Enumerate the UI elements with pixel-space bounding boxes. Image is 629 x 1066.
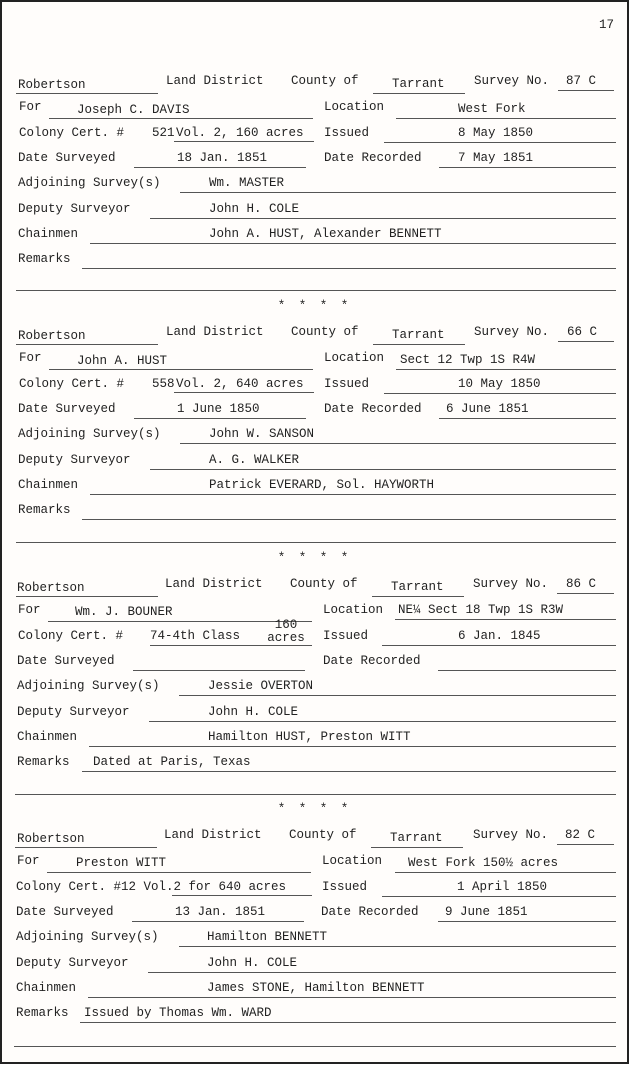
date-recorded-value: 9 June 1851: [445, 905, 528, 919]
survey-record: [2, 577, 627, 815]
adjoining-label: Adjoining Survey(s): [18, 427, 161, 441]
chainmen-row: [2, 730, 627, 750]
chainmen-label: Chainmen: [18, 227, 79, 241]
county-value: Tarrant: [391, 580, 444, 594]
survey-no-label: Survey No.: [473, 577, 549, 591]
deputy-value: John H. COLE: [208, 705, 299, 719]
remarks-row: [2, 252, 627, 272]
colony-row: [2, 880, 627, 900]
colony-cert-num: 74-4th Class: [150, 629, 241, 643]
remarks-label: Remarks: [17, 755, 70, 769]
colony-row: [2, 377, 627, 397]
survey-no-value: 87 C: [566, 74, 597, 88]
for-value: Joseph C. DAVIS: [77, 103, 190, 117]
survey-record: [2, 828, 627, 1066]
for-label: For: [17, 854, 40, 868]
record-bottom-line: [15, 794, 616, 795]
remarks-row: [2, 503, 627, 523]
separator: * * * *: [277, 802, 352, 816]
county-label: County of: [289, 828, 357, 842]
remarks-label: Remarks: [16, 1006, 69, 1020]
adjoining-row: [2, 679, 627, 699]
record-bottom-line: [16, 542, 616, 543]
location-value: West Fork 150½ acres: [408, 856, 559, 870]
land-district-label: Land District: [166, 325, 264, 339]
county-label: County of: [291, 74, 359, 88]
issued-value: 10 May 1850: [458, 377, 541, 391]
record-bottom-line: [16, 290, 616, 291]
deputy-row: [2, 453, 627, 473]
issued-value: 8 May 1850: [458, 126, 534, 140]
colony-cert-full: Colony Cert. #12 Vol.2 for 640 acres: [16, 880, 287, 894]
deputy-row: [2, 705, 627, 725]
page-number: 17: [599, 18, 615, 32]
land-district-value: Robertson: [18, 78, 86, 92]
date-recorded-label: Date Recorded: [324, 151, 422, 165]
for-row: [2, 351, 627, 371]
land-district-value: Robertson: [17, 832, 85, 846]
deputy-label: Deputy Surveyor: [17, 705, 130, 719]
date-surveyed-value: 1 June 1850: [177, 402, 260, 416]
dates-row: [2, 654, 627, 674]
dates-row: [2, 402, 627, 422]
colony-cert-label: Colony Cert. #: [19, 126, 125, 140]
survey-record: [2, 325, 627, 563]
location-value: NE¼ Sect 18 Twp 1S R3W: [398, 603, 564, 617]
survey-no-value: 82 C: [565, 828, 596, 842]
date-surveyed-label: Date Surveyed: [17, 654, 115, 668]
for-value: John A. HUST: [77, 354, 168, 368]
county-label: County of: [291, 325, 359, 339]
for-label: For: [19, 100, 42, 114]
date-surveyed-label: Date Surveyed: [16, 905, 114, 919]
deputy-value: John H. COLE: [209, 202, 300, 216]
adjoining-label: Adjoining Survey(s): [17, 679, 160, 693]
location-label: Location: [324, 351, 385, 365]
chainmen-label: Chainmen: [16, 981, 77, 995]
adjoining-row: [2, 930, 627, 950]
chainmen-row: [2, 981, 627, 1001]
location-value: Sect 12 Twp 1S R4W: [400, 353, 536, 367]
acres-unit: acres: [267, 631, 305, 645]
survey-no-value: 66 C: [567, 325, 598, 339]
remarks-row: [2, 1006, 627, 1026]
county-value: Tarrant: [392, 328, 445, 342]
date-recorded-value: 7 May 1851: [458, 151, 534, 165]
header-row: [2, 74, 627, 94]
remarks-label: Remarks: [18, 252, 71, 266]
dates-row: [2, 151, 627, 171]
adjoining-row: [2, 427, 627, 447]
adjoining-label: Adjoining Survey(s): [18, 176, 161, 190]
for-value: Preston WITT: [76, 856, 167, 870]
header-row: [2, 325, 627, 345]
chainmen-value: Hamilton HUST, Preston WITT: [208, 730, 411, 744]
land-district-label: Land District: [165, 577, 263, 591]
separator: * * * *: [277, 551, 352, 565]
survey-record: [2, 74, 627, 312]
county-value: Tarrant: [390, 831, 443, 845]
adjoining-label: Adjoining Survey(s): [16, 930, 159, 944]
for-row: [2, 854, 627, 874]
issued-label: Issued: [323, 629, 369, 643]
adjoining-row: [2, 176, 627, 196]
issued-label: Issued: [324, 377, 370, 391]
chainmen-row: [2, 227, 627, 247]
acres-number: 160: [274, 618, 298, 632]
chainmen-label: Chainmen: [18, 478, 79, 492]
dates-row: [2, 905, 627, 925]
deputy-label: Deputy Surveyor: [18, 453, 131, 467]
date-surveyed-label: Date Surveyed: [18, 151, 116, 165]
location-label: Location: [322, 854, 383, 868]
remarks-value: Dated at Paris, Texas: [93, 755, 251, 769]
land-district-label: Land District: [166, 74, 264, 88]
header-row: [2, 828, 627, 848]
remarks-row: [2, 755, 627, 775]
location-value: West Fork: [458, 102, 526, 116]
deputy-value: A. G. WALKER: [209, 453, 300, 467]
survey-no-label: Survey No.: [474, 74, 550, 88]
for-label: For: [19, 351, 42, 365]
for-row: [2, 100, 627, 120]
survey-no-value: 86 C: [566, 577, 597, 591]
for-value: Wm. J. BOUNER: [75, 605, 173, 619]
location-label: Location: [324, 100, 385, 114]
county-label: County of: [290, 577, 358, 591]
colony-row: [2, 618, 627, 649]
adjoining-value: Jessie OVERTON: [208, 679, 314, 693]
county-value: Tarrant: [392, 77, 445, 91]
deputy-value: John H. COLE: [207, 956, 298, 970]
chainmen-label: Chainmen: [17, 730, 78, 744]
deputy-row: [2, 202, 627, 222]
for-row: [2, 603, 627, 623]
land-district-label: Land District: [164, 828, 262, 842]
date-recorded-label: Date Recorded: [324, 402, 422, 416]
record-bottom-line: [14, 1046, 616, 1047]
issued-label: Issued: [324, 126, 370, 140]
issued-value: 1 April 1850: [457, 880, 548, 894]
survey-no-label: Survey No.: [473, 828, 549, 842]
colony-cert-rest: Vol. 2, 160 acres: [176, 126, 304, 140]
survey-no-label: Survey No.: [474, 325, 550, 339]
deputy-row: [2, 956, 627, 976]
colony-cert-label: Colony Cert. #: [19, 377, 125, 391]
deputy-label: Deputy Surveyor: [16, 956, 129, 970]
separator: * * * *: [277, 299, 352, 313]
land-district-value: Robertson: [17, 581, 85, 595]
chainmen-value: Patrick EVERARD, Sol. HAYWORTH: [209, 478, 435, 492]
date-recorded-label: Date Recorded: [323, 654, 421, 668]
remarks-label: Remarks: [18, 503, 71, 517]
colony-cert-rest: Vol. 2, 640 acres: [176, 377, 304, 391]
colony-cert-acres: [264, 619, 308, 645]
issued-value: 6 Jan. 1845: [458, 629, 541, 643]
colony-cert-num: 521: [152, 126, 175, 140]
header-row: [2, 577, 627, 597]
colony-cert-label: Colony Cert. #: [18, 629, 124, 643]
colony-cert-num: 558: [152, 377, 175, 391]
adjoining-value: John W. SANSON: [209, 427, 315, 441]
adjoining-value: Wm. MASTER: [209, 176, 285, 190]
date-surveyed-label: Date Surveyed: [18, 402, 116, 416]
chainmen-value: James STONE, Hamilton BENNETT: [207, 981, 425, 995]
date-recorded-label: Date Recorded: [321, 905, 419, 919]
land-district-value: Robertson: [18, 329, 86, 343]
remarks-value: Issued by Thomas Wm. WARD: [84, 1006, 272, 1020]
colony-row: [2, 126, 627, 146]
location-label: Location: [323, 603, 384, 617]
date-surveyed-value: 18 Jan. 1851: [177, 151, 268, 165]
adjoining-value: Hamilton BENNETT: [207, 930, 328, 944]
date-recorded-value: 6 June 1851: [446, 402, 529, 416]
issued-label: Issued: [322, 880, 368, 894]
date-surveyed-value: 13 Jan. 1851: [175, 905, 266, 919]
for-label: For: [18, 603, 41, 617]
deputy-label: Deputy Surveyor: [18, 202, 131, 216]
chainmen-row: [2, 478, 627, 498]
chainmen-value: John A. HUST, Alexander BENNETT: [209, 227, 442, 241]
